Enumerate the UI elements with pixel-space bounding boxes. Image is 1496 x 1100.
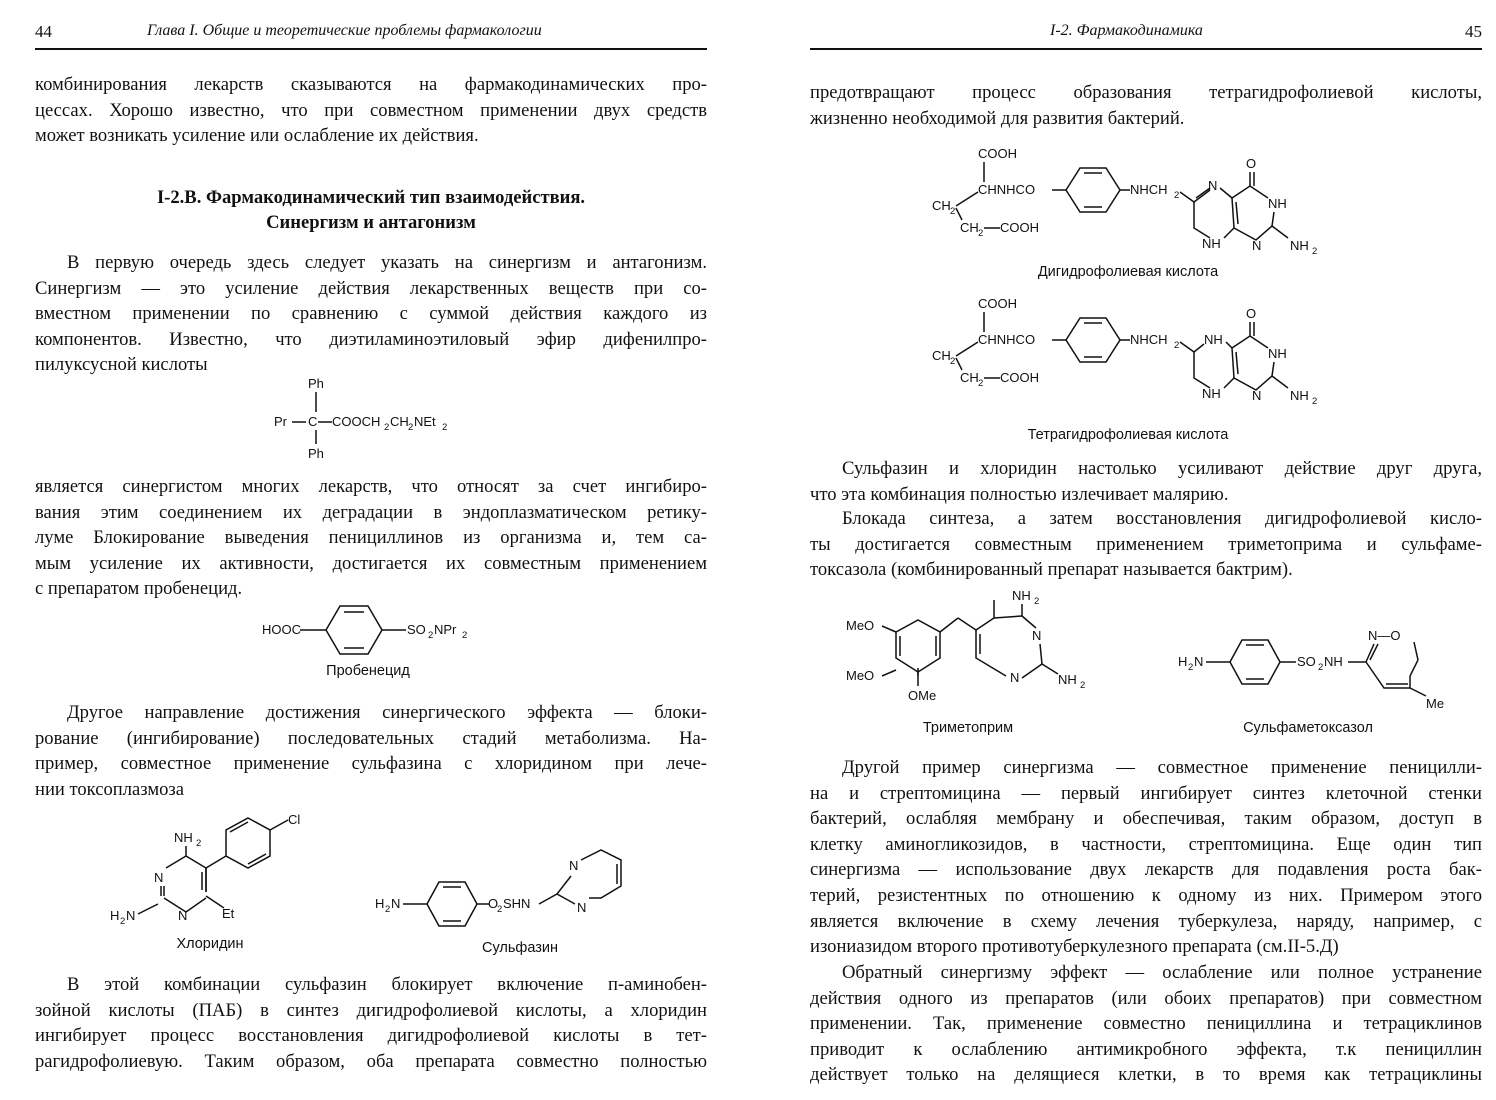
formula-label: N	[126, 908, 136, 923]
formula-subscript: 2	[1312, 246, 1318, 257]
formula-label: N	[154, 870, 164, 885]
formula-label: NH	[1324, 654, 1343, 669]
sulfamethoxazole-structure	[1178, 620, 1448, 710]
formula-label: SO	[1297, 654, 1316, 669]
formula-label: NH	[1290, 388, 1309, 403]
chloridine-caption: Хлоридин	[176, 936, 244, 952]
formula-label: N	[1252, 238, 1262, 253]
text-line: Обратный синергизму эффект — ослабление или полное устранение	[842, 962, 1482, 983]
formula-label: MeO	[846, 668, 875, 683]
formula-label: CH	[932, 348, 951, 363]
text-line: нии токсоплазмоза	[35, 778, 185, 800]
formula-subscript: 2	[978, 378, 984, 389]
section-heading-line: Синергизм и антагонизм	[266, 212, 476, 233]
formula-label: NH	[1268, 196, 1287, 211]
text-line: бактерий, ослабляя мембрану и обеспечивая, таким образом, доступ в	[810, 808, 1482, 830]
formula-subscript: 2	[950, 206, 956, 217]
formula-label: COOH	[978, 296, 1017, 311]
formula-label: H	[110, 908, 120, 923]
formula-label: COOCH	[332, 414, 381, 429]
formula-label: Ph	[308, 446, 324, 461]
text-line: В этой комбинации сульфазин блокирует включение п-аминобен-	[67, 974, 707, 995]
formula-label: NH	[1268, 346, 1287, 361]
formula-subscript: 2	[385, 904, 391, 915]
formula-label: N	[1032, 628, 1042, 643]
text-line: луме Блокирование выведения пенициллинов из организма и, тем са-	[35, 527, 707, 549]
text-line: вместном применении по сравнению с суммой действия каждого из	[35, 303, 707, 325]
formula-label: N	[1208, 178, 1218, 193]
formula-label: H	[1178, 654, 1188, 669]
left-paragraph-4	[35, 700, 707, 802]
formula-label: N	[391, 896, 401, 911]
trimethoprim-structure	[846, 588, 1096, 716]
left-paragraph-3	[35, 474, 707, 602]
text-line: Блокада синтеза, а затем восстановления дигидрофолиевой кисло-	[842, 508, 1482, 529]
sulfamethoxazole-caption: Сульфаметоксазол	[1243, 720, 1373, 736]
formula-label: NH	[174, 830, 193, 845]
formula-subscript: 2	[1174, 340, 1180, 351]
formula-label: NH	[1012, 588, 1031, 603]
text-line: действует только на делящиеся клетки, в то время как тетрациклины	[810, 1064, 1482, 1086]
text-line: является синергистом многих лекарств, что относят за счет ингибиро-	[35, 476, 707, 497]
text-line: Другое направление достижения синергического эффекта — блоки-	[67, 702, 707, 723]
formula-label: NHCH	[1130, 182, 1168, 197]
left-running-title: Глава I. Общие и теоретические проблемы фармакологии	[147, 22, 542, 39]
text-line: клетку аминогликозидов, в частности, стрептомицина. Еще один тип	[810, 833, 1482, 855]
text-line: предотвращают процесс образования тетрагидрофолиевой кислоты,	[810, 82, 1482, 103]
probenecid-caption: Пробенецид	[326, 663, 410, 679]
right-running-header	[810, 18, 1482, 50]
formula-label: NHCH	[1130, 332, 1168, 347]
text-line: рагидрофолиевую. Таким образом, оба препарата совместно полностью	[35, 1050, 707, 1072]
text-line: синергизма — использование двух лекарств для подавления роста бак-	[810, 859, 1482, 881]
formula-label: COOH	[978, 146, 1017, 161]
formula-subscript: 2	[950, 356, 956, 367]
formula-subscript: 2	[978, 228, 984, 239]
formula-label: N	[577, 900, 587, 915]
formula-label: NH	[1290, 238, 1309, 253]
text-line: терий, резистентных по отношению к одному из них. Примером этого	[810, 884, 1482, 906]
formula-label: CH	[932, 198, 951, 213]
right-paragraph-2	[810, 456, 1482, 507]
formula-label: N	[1194, 654, 1204, 669]
diphenylpropylacetate-structure	[270, 372, 490, 462]
left-paragraph-1	[35, 72, 707, 149]
text-line: компонентов. Известно, что диэтиламиноэтиловый эфир дифенилпро-	[35, 328, 707, 350]
formula-subscript: 2	[1034, 596, 1040, 607]
formula-label: Et	[222, 906, 235, 921]
formula-subscript: 2	[442, 422, 448, 433]
formula-subscript: 2	[384, 422, 390, 433]
formula-label: Me	[1426, 696, 1445, 711]
left-paragraph-2	[35, 250, 707, 378]
formula-label: HOOC	[262, 622, 301, 637]
text-line: вания этим соединением их деградации в эндоплазматическом ретику-	[35, 501, 707, 523]
text-line: Другой пример синергизма — совместное применение пеницилли-	[842, 757, 1482, 778]
formula-label: NPr	[434, 622, 457, 637]
text-line: ингибирует процесс восстановления дигидрофолиевой кислоты в тет-	[35, 1025, 707, 1047]
right-paragraph-1	[810, 80, 1482, 131]
right-paragraph-5	[810, 960, 1482, 1088]
formula-subscript: 2	[1174, 190, 1180, 201]
text-line: с препаратом пробенецид.	[35, 578, 243, 600]
formula-subscript: 2	[1312, 396, 1318, 407]
text-line: мым усиление их активности, достигается их совместным применением	[35, 552, 707, 574]
text-line: Синергизм — это усиление действия лекарственных веществ при со-	[35, 277, 707, 299]
trimethoprim-caption: Триметоприм	[922, 720, 1014, 736]
formula-label: NH	[1058, 672, 1077, 687]
section-heading-line: I-2.В. Фармакодинамический тип взаимодействия.	[156, 187, 586, 208]
section-heading	[35, 185, 707, 235]
text-line: В первую очередь здесь следует указать на синергизм и антагонизм.	[67, 252, 707, 273]
text-line: пример, совместное применение сульфазина с хлоридином при лече-	[35, 753, 707, 775]
formula-label: NEt	[414, 414, 436, 429]
formula-subscript: 2	[1318, 662, 1324, 673]
text-line: пилуксусной кислоты	[35, 354, 208, 376]
formula-subscript: 2	[428, 630, 434, 641]
text-line: зойной кислоты (ПАБ) в синтез дигидрофолиевой кислоты, а хлоридин	[35, 999, 707, 1021]
text-line: может возникать усиление или ослабление их действия.	[35, 125, 479, 147]
text-line: рование (ингибирование) последовательных стадий метаболизма. На-	[35, 727, 707, 749]
formula-subscript: 2	[408, 422, 414, 433]
formula-label: N—O	[1368, 628, 1401, 643]
text-line: является включение в схему лечения туберкулеза, наряду, например, с	[810, 910, 1482, 932]
formula-label: O	[488, 896, 499, 911]
formula-label: H	[375, 896, 385, 911]
tetrahydrofolic-acid-structure	[930, 292, 1350, 410]
formula-label: N	[569, 858, 579, 873]
text-line: ты достигается совместным применением триметоприма и сульфаме-	[810, 533, 1482, 555]
sulfazine-caption: Сульфазин	[481, 940, 558, 956]
right-paragraph-4	[810, 755, 1482, 960]
right-page-number: 45	[1465, 22, 1482, 41]
text-line: комбинирования лекарств сказываются на фармакодинамических про-	[35, 74, 707, 95]
sulfazine-structure	[375, 846, 645, 930]
formula-label: N	[1252, 388, 1262, 403]
text-line: на и стрептомицина — первый ингибирует синтез клеточной стенки	[810, 782, 1482, 804]
formula-label: Cl	[288, 812, 301, 827]
left-running-header	[35, 18, 707, 50]
formula-label: COOH	[1000, 370, 1039, 385]
right-page	[748, 0, 1496, 1100]
formula-label: NH	[1202, 386, 1221, 401]
formula-subscript: 2	[462, 630, 468, 641]
formula-label: CHNHCO	[978, 182, 1036, 197]
text-line: изониазидом второго противотуберкулезного препарата (см.II-5.Д)	[810, 936, 1339, 958]
right-paragraph-3	[810, 506, 1482, 583]
formula-subscript: 2	[120, 916, 126, 927]
formula-label: OMe	[908, 688, 937, 703]
formula-label: C	[308, 414, 318, 429]
formula-label: Ph	[308, 376, 324, 391]
formula-label: N	[178, 908, 188, 923]
formula-label: CH	[390, 414, 409, 429]
right-running-title: I-2. Фармакодинамика	[1050, 22, 1203, 39]
formula-label: O	[1246, 306, 1257, 321]
text-line: действия одного из препаратов (или обоих препаратов) при совместном	[810, 987, 1482, 1009]
text-line: Сульфазин и хлоридин настолько усиливают действие друг друга,	[842, 458, 1482, 479]
text-line: цессах. Хорошо известно, что при совместном применении двух средств	[35, 99, 707, 121]
formula-label: CH	[960, 220, 979, 235]
formula-label: Pr	[274, 414, 287, 429]
formula-subscript: 2	[1080, 680, 1086, 691]
text-line: жизненно необходимой для развития бактерий.	[810, 107, 1185, 129]
probenecid-structure	[262, 598, 492, 660]
formula-label: MeO	[846, 618, 875, 633]
formula-subscript: 2	[497, 904, 503, 915]
formula-label: NH	[1202, 236, 1221, 251]
formula-label: SHN	[503, 896, 531, 911]
formula-label: O	[1246, 156, 1257, 171]
dihydrofolic-acid-structure	[930, 142, 1350, 260]
left-paragraph-5	[35, 972, 707, 1074]
text-line: применении. Так, применение совместно пенициллина и тетрациклинов	[810, 1013, 1482, 1035]
chloridine-structure	[108, 810, 328, 932]
formula-label: CH	[960, 370, 979, 385]
formula-label: CHNHCO	[978, 332, 1036, 347]
left-page-number: 44	[35, 22, 52, 41]
formula-label: NH	[1204, 332, 1223, 347]
formula-subscript: 2	[196, 838, 202, 849]
formula-label: SO	[407, 622, 426, 637]
text-line: приводит к ослаблению антимикробного эффекта, т.к пенициллин	[810, 1038, 1482, 1060]
text-line: токсазола (комбинированный препарат называется бактрим).	[810, 559, 1293, 581]
dhf-caption: Дигидрофолиевая кислота	[1037, 264, 1219, 280]
formula-subscript: 2	[1188, 662, 1194, 673]
formula-label: N	[1010, 670, 1020, 685]
formula-label: COOH	[1000, 220, 1039, 235]
thf-caption: Тетрагидрофолиевая кислота	[1027, 427, 1229, 443]
text-line: что эта комбинация полностью излечивает малярию.	[810, 483, 1229, 505]
